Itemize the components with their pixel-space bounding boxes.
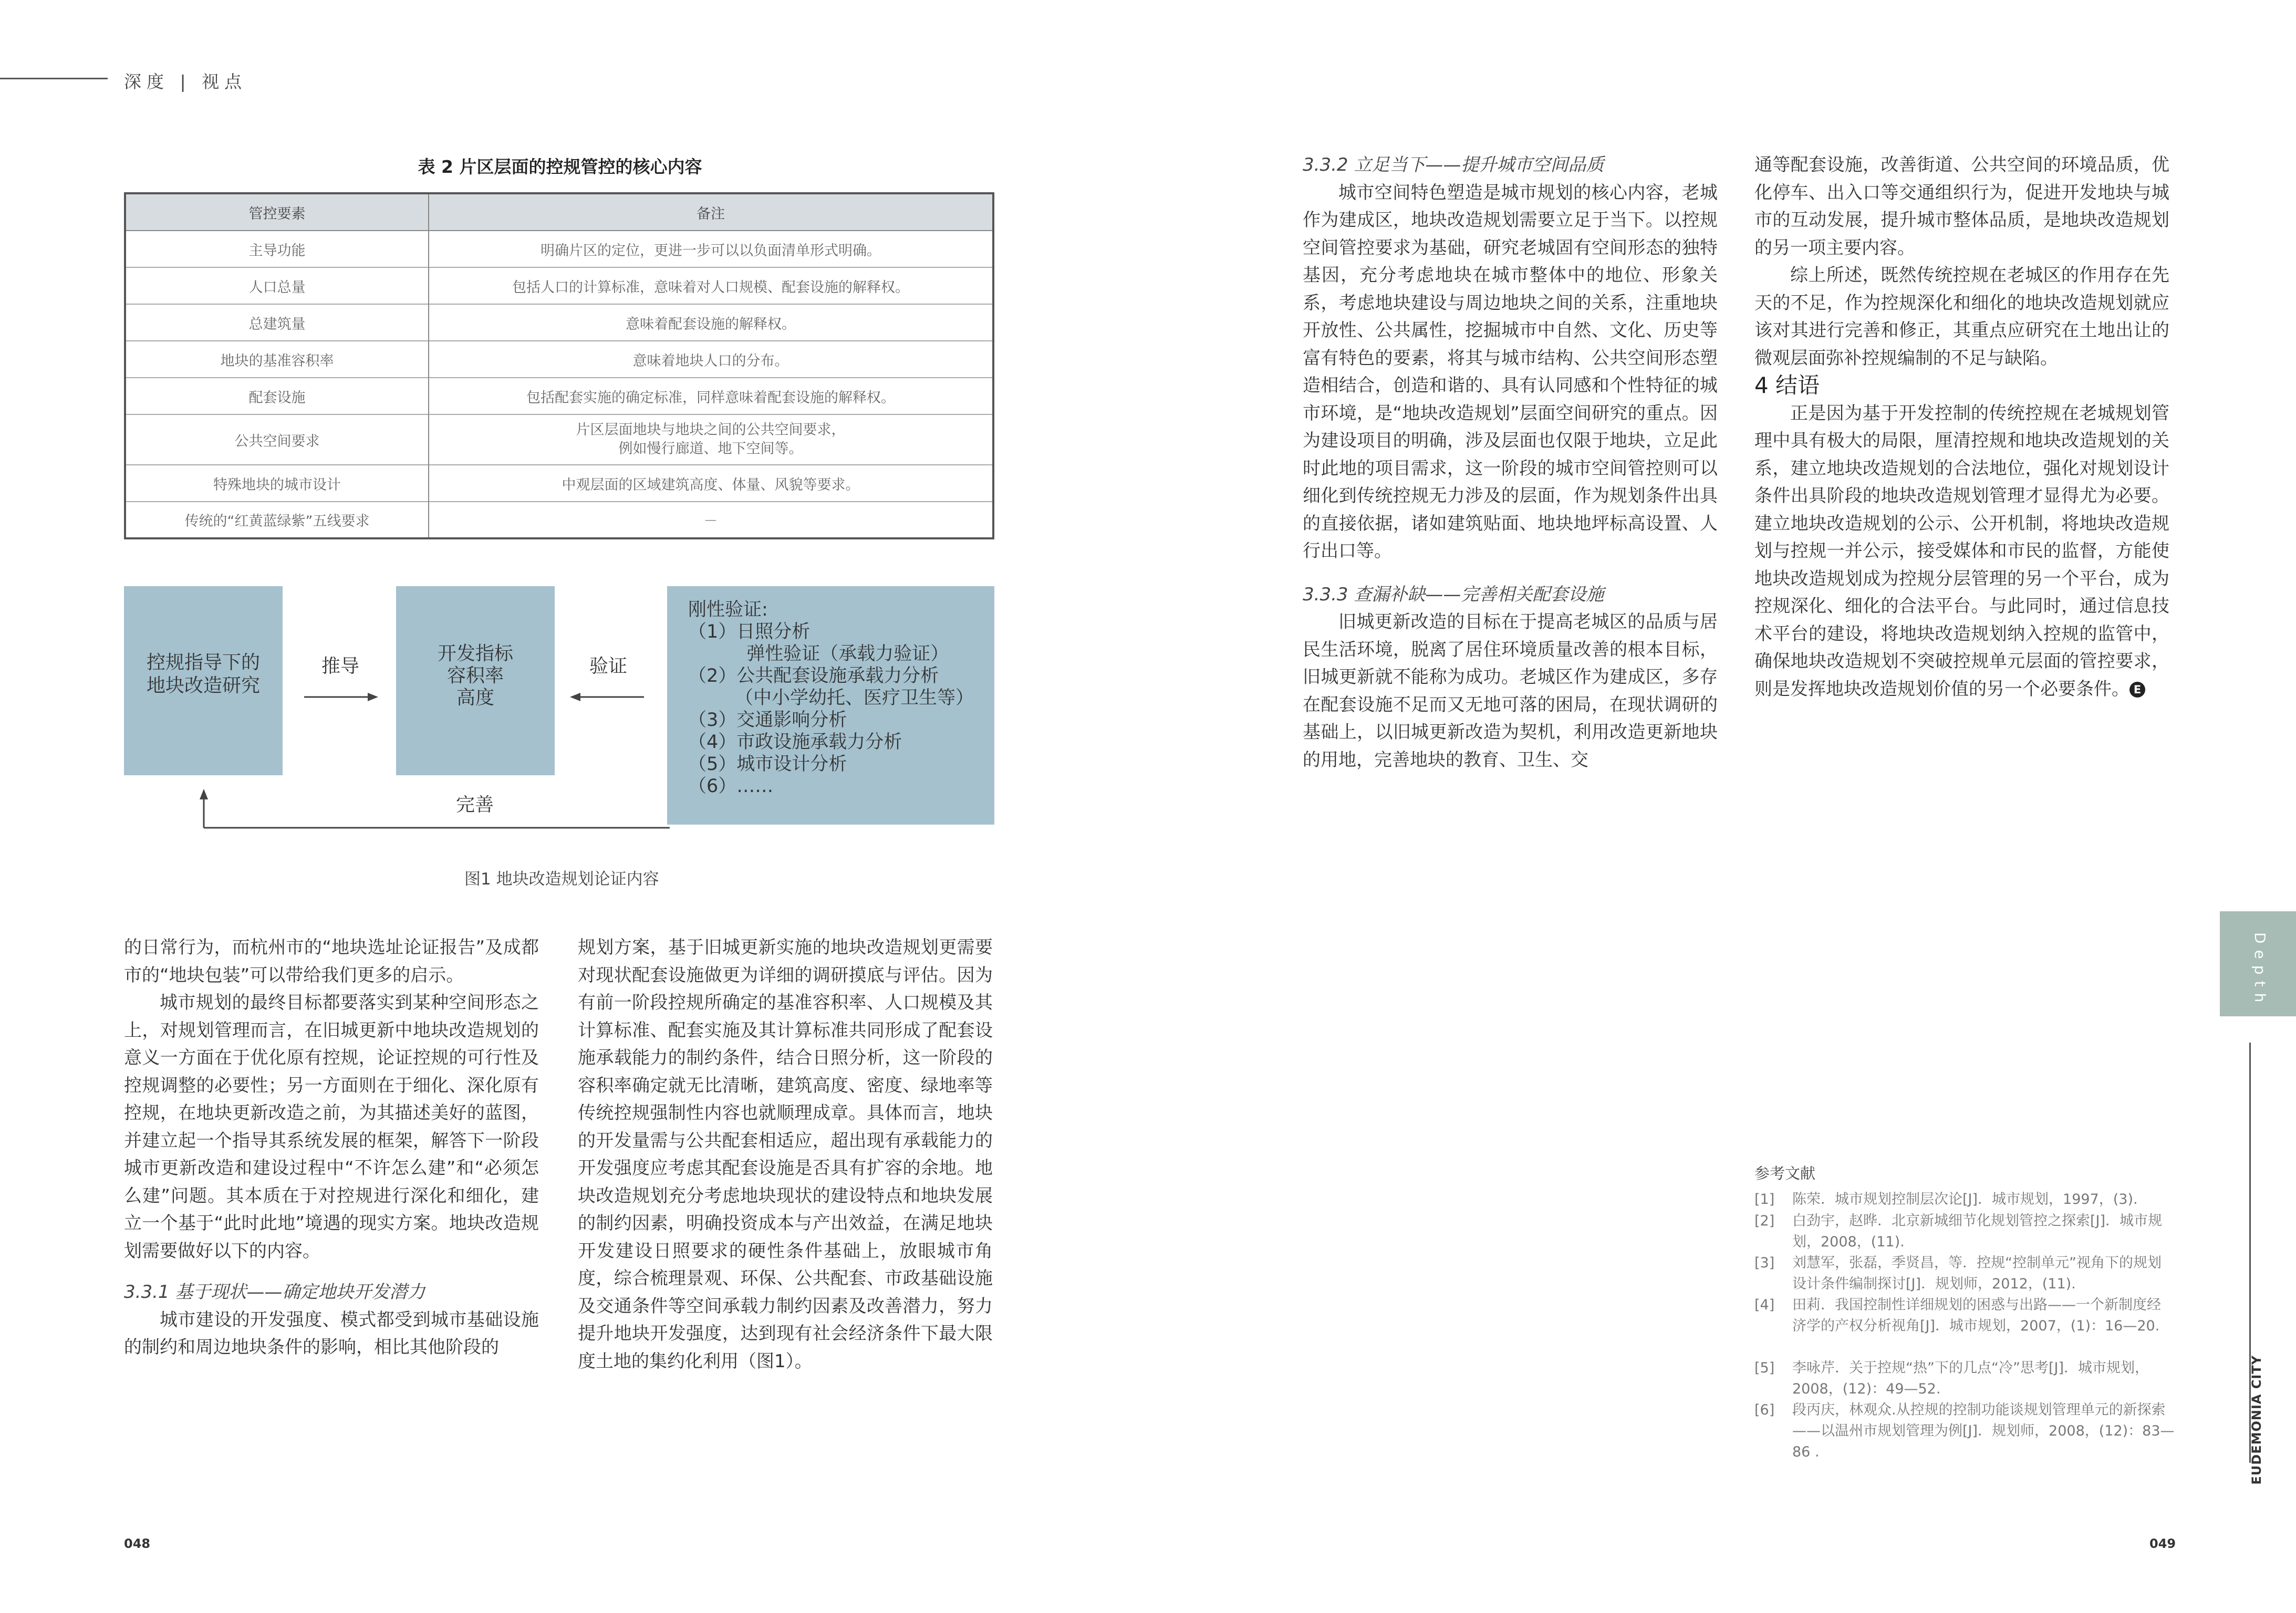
table-cell: 中观层面的区域建筑高度、体量、风貌等要求。 bbox=[429, 465, 993, 502]
table-cell: 配套设施 bbox=[125, 378, 429, 414]
reference-item bbox=[1754, 1295, 2175, 1337]
section-heading: 4 结语 bbox=[1754, 372, 1820, 398]
figure-box-research bbox=[124, 586, 283, 775]
reference-number: [4] bbox=[1754, 1297, 1775, 1313]
arrow-verify-icon bbox=[567, 689, 646, 705]
verification-item: （中小学幼托、医疗卫生等） bbox=[688, 688, 974, 709]
end-mark-icon: E bbox=[2129, 682, 2145, 698]
table-cell: 片区层面地块与地块之间的公共空间要求， 例如慢行廊道、地下空间等。 bbox=[429, 414, 993, 465]
reference-number: [1] bbox=[1754, 1191, 1775, 1208]
verification-item: （5）城市设计分析 bbox=[688, 754, 847, 775]
table-cell: 意味着地块人口的分布。 bbox=[429, 341, 993, 378]
figure-box-indicators-label: 开发指标 容积率 高度 bbox=[437, 643, 513, 709]
side-tab-label: Depth bbox=[2251, 932, 2269, 1009]
table-cell: 总建筑量 bbox=[125, 304, 429, 341]
reference-number: [5] bbox=[1754, 1360, 1775, 1376]
reference-item bbox=[1754, 1358, 2175, 1400]
verification-item: 弹性验证（承载力验证） bbox=[688, 643, 949, 664]
verification-item: （4）市政设施承载力分析 bbox=[688, 732, 902, 753]
paragraph-text: 正是因为基于开发控制的传统控规在老城规划管理中具有极大的局限，厘清控规和地块改造规划的关系，建立地块改造规划的合法地位，强化对规划设计条件出具阶段的地块改造规划管理才显得尤为必要。建立地块改造规划的公示、公开机制，将地块改造规划与控规一并公示，接受媒体和市民的监督，方能使地块改造规划成为控规分层管理的另一个平台，成为控规深化、细化的合法平台。与此同时，通过信息技术平台的建设，将地块改造规划纳入控规的监管中，确保地块改造规划不突破控规单元层面的管控要求，则是发挥地块改造规划价值的另一个必要条件。 bbox=[1754, 402, 2169, 700]
table-cell: 公共空间要求 bbox=[125, 414, 429, 465]
verification-item: （1）日照分析 bbox=[688, 621, 811, 642]
paragraph: 城市空间特色塑造是城市规划的核心内容，老城作为建成区，地块改造规划需要立足于当下。以控规空间管控要求为基础，研究老城固有空间形态的独特基因，充分考虑地块在城市整体中的地位、形象关系，考虑地块建设与周边地块之间的关系，注重地块开放性、公共属性，挖掘城市中自然、文化、历史等富有特色的要素，将其与城市结构、公共空间形态塑造相结合，创造和谐的、具有认同感和个性特征的城市环境，是“地块改造规划”层面空间研究的重点。因为建设项目的明确，涉及层面也仅限于地块，立足此时此地的项目需求，这一阶段的城市空间管控则可以细化到传统控规无力涉及的层面，作为规划条件出具的直接依据，诸如建筑贴面、地块地坪标高设置、人行出口等。 bbox=[1303, 182, 1718, 561]
table-row bbox=[125, 378, 993, 414]
paragraph bbox=[1754, 400, 2169, 703]
reference-text: 陈荣．城市规划控制层次论[J]．城市规划，1997，(3). bbox=[1792, 1191, 2138, 1208]
reference-text: 白劲宇，赵晔．北京新城细节化规划管控之探索[J]．城市规划，2008，(11). bbox=[1792, 1213, 2163, 1250]
reference-item bbox=[1754, 1211, 2175, 1253]
verification-item: 刚性验证: bbox=[688, 599, 768, 620]
table-cell: 明确片区的定位，更进一步可以以负面清单形式明确。 bbox=[429, 231, 993, 267]
figure-box-indicators bbox=[396, 586, 555, 775]
verification-item: （3）交通影响分析 bbox=[688, 710, 847, 731]
feedback-loop-arrow-icon bbox=[194, 788, 672, 830]
table-cell: 特殊地块的城市设计 bbox=[125, 465, 429, 502]
paragraph: 通等配套设施，改善街道、公共空间的环境品质，优化停车、出入口等交通组织行为，促进开发地块与城市的互动发展，提升城市整体品质，是地块改造规划的另一项主要内容。 bbox=[1754, 154, 2169, 258]
paragraph: 城市规划的最终目标都要落实到某种空间形态之上，对规划管理而言，在旧城更新中地块改造规划的意义一方面在于优化原有控规，论证控规的可行性及控规调整的必要性；另一方面则在于细化、深化原有控规，在地块更新改造之前，为其描述美好的蓝图，并建立起一个指导其系统发展的框架，解答下一阶段城市更新改造和建设过程中“不许怎么建”和“必须怎么建”问题。其本质在于对控规进行深化和细化，建立一个基于“此时此地”境遇的现实方案。地块改造规划需要做好以下的内容。 bbox=[124, 992, 539, 1262]
table-row bbox=[125, 267, 993, 304]
loop-label: 完善 bbox=[456, 794, 494, 816]
section-label: 深度 | 视点 bbox=[124, 71, 247, 92]
figure-box-verification bbox=[667, 586, 994, 825]
verification-item: （6）…… bbox=[688, 776, 774, 797]
subheading: 3.3.3 查漏补缺——完善相关配套设施 bbox=[1303, 584, 1604, 605]
page-number-left: 048 bbox=[124, 1536, 151, 1551]
table-header-element: 管控要素 bbox=[125, 193, 429, 231]
reference-text: 田莉．我国控制性详细规划的困惑与出路——一个新制度经济学的产权分析视角[J]．城市规划，2007，(1)：16—20. bbox=[1792, 1297, 2161, 1334]
left-page-column-1 bbox=[124, 934, 539, 1361]
verification-item: （2）公共配套设施承载力分析 bbox=[688, 665, 939, 686]
references-title: 参考文献 bbox=[1754, 1164, 1816, 1182]
table-row bbox=[125, 231, 993, 267]
table-cell: 地块的基准容积率 bbox=[125, 341, 429, 378]
reference-text: 刘慧军，张磊，季贤昌，等．控规“控制单元”视角下的规划设计条件编制探讨[J]．规划师，2012，(11). bbox=[1792, 1255, 2162, 1292]
reference-item bbox=[1754, 1400, 2175, 1463]
paragraph: 综上所述，既然传统控规在老城区的作用存在先天的不足，作为控规深化和细化的地块改造规划就应该对其进行完善和修正，其重点应研究在土地出让的微观层面弥补控规编制的不足与缺陷。 bbox=[1754, 265, 2169, 369]
arrow-verify-label: 验证 bbox=[589, 655, 628, 677]
table-cell: 包括人口的计算标准，意味着对人口规模、配套设施的解释权。 bbox=[429, 267, 993, 304]
control-table bbox=[124, 192, 994, 539]
magazine-name: EUDEMONIA CITY bbox=[2249, 1355, 2264, 1485]
arrow-derive-icon bbox=[302, 689, 381, 705]
table-row bbox=[125, 304, 993, 341]
right-page-column-1 bbox=[1303, 151, 1718, 774]
side-tab-depth bbox=[2220, 911, 2296, 1016]
table-cell: 包括配套实施的确定标准，同样意味着配套设施的解释权。 bbox=[429, 378, 993, 414]
table-cell: 人口总量 bbox=[125, 267, 429, 304]
reference-number: [3] bbox=[1754, 1255, 1775, 1271]
paragraph: 的日常行为，而杭州市的“地块选址论证报告”及成都市的“地块包装”可以带给我们更多的启示。 bbox=[124, 937, 539, 986]
left-page-column-2 bbox=[578, 934, 993, 1375]
reference-number: [6] bbox=[1754, 1402, 1775, 1418]
table-header-note: 备注 bbox=[429, 193, 993, 231]
table-cell: 传统的“红黄蓝绿紫”五线要求 bbox=[125, 502, 429, 538]
reference-text: 李咏芹．关于控规“热”下的几点“冷”思考[J]．城市规划，2008，(12)：49—52. bbox=[1792, 1360, 2149, 1397]
figure-box-research-label: 控规指导下的 地块改造研究 bbox=[146, 652, 260, 696]
table-row bbox=[125, 465, 993, 502]
page-number-right: 049 bbox=[2149, 1536, 2176, 1551]
table-title: 表 2 片区层面的控规管控的核心内容 bbox=[418, 157, 702, 177]
subheading: 3.3.1 基于现状——确定地块开发潜力 bbox=[124, 1282, 425, 1303]
reference-item bbox=[1754, 1253, 2175, 1295]
paragraph: 旧城更新改造的目标在于提高老城区的品质与居民生活环境，脱离了居住环境质量改善的根本目标，旧城更新就不能称为成功。老城区作为建成区，多存在配套设施不足而又无地可落的困局，在现状调研的基础上，以旧城更新改造为契机，利用改造更新地块的用地，完善地块的教育、卫生、交 bbox=[1303, 611, 1718, 771]
subheading: 3.3.2 立足当下——提升城市空间品质 bbox=[1303, 154, 1604, 175]
table-cell: － bbox=[429, 502, 993, 538]
right-page-column-2 bbox=[1754, 151, 2169, 703]
table-cell: 主导功能 bbox=[125, 231, 429, 267]
paragraph: 城市建设的开发强度、模式都受到城市基础设施的制约和周边地块条件的影响，相比其他阶段的 bbox=[124, 1309, 539, 1358]
table-cell: 意味着配套设施的解释权。 bbox=[429, 304, 993, 341]
reference-item bbox=[1754, 1189, 2175, 1210]
paragraph: 规划方案，基于旧城更新实施的地块改造规划更需要对现状配套设施做更为详细的调研摸底与评估。因为有前一阶段控规所确定的基准容积率、人口规模及其计算标准、配套实施及其计算标准共同形成了配套设施承载能力的制约条件，结合日照分析，这一阶段的容积率确定就无比清晰，建筑高度、密度、绿地率等传统控规强制性内容也就顺理成章。具体而言，地块的开发量需与公共配套相适应，超出现有承载能力的开发强度应考虑其配套设施是否具有扩容的余地。地块改造规划充分考虑地块现状的建设特点和地块发展的制约因素，明确投资成本与产出效益，在满足地块开发建设日照要求的硬性条件基础上，放眼城市角度，综合梳理景观、环保、公共配套、市政基础设施及交通条件等空间承载力制约因素及改善潜力，努力提升地块开发强度，达到现有社会经济条件下最大限度土地的集约化利用（图1）。 bbox=[578, 937, 993, 1372]
table-row bbox=[125, 414, 993, 465]
table-row bbox=[125, 502, 993, 538]
figure-caption: 图1 地块改造规划论证内容 bbox=[464, 870, 659, 889]
reference-number: [2] bbox=[1754, 1213, 1775, 1229]
arrow-derive-label: 推导 bbox=[321, 655, 360, 677]
table-row bbox=[125, 341, 993, 378]
reference-text: 段丙庆，林观众.从控规的控制功能谈规划管理单元的新探索——以温州市规划管理为例[J]．规划师，2008，(12)：83—86 . bbox=[1792, 1402, 2175, 1460]
verification-list bbox=[688, 599, 974, 797]
